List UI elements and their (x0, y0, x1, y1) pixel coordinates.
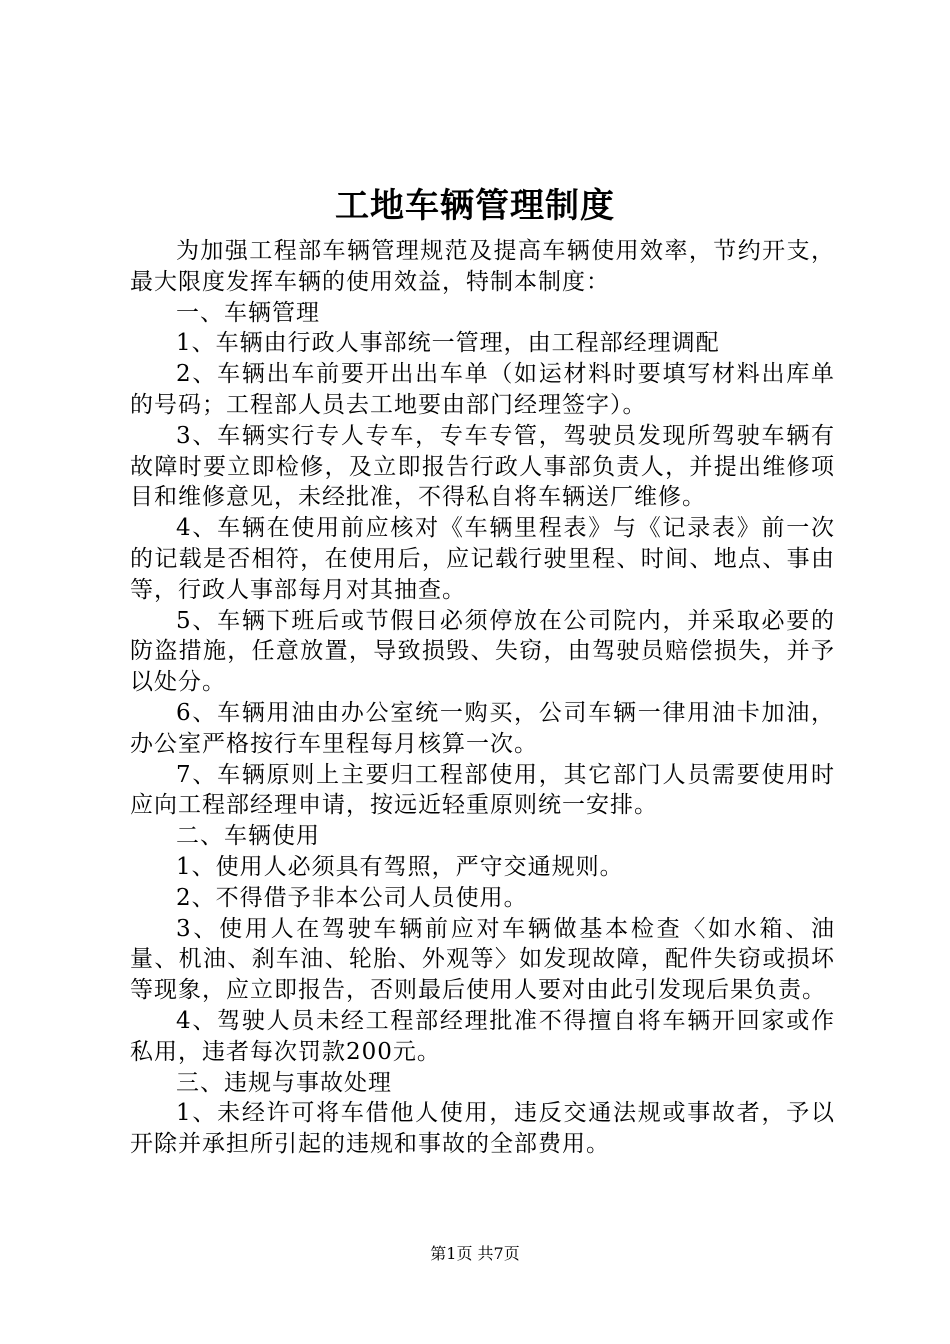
document-title: 工地车辆管理制度 (335, 186, 615, 226)
document-body (130, 236, 835, 1160)
intro-paragraph: 为加强工程部车辆管理规范及提高车辆使用效率，节约开支，最大限度发挥车辆的使用效益，特制本制度： (130, 238, 835, 295)
clause-paragraph: 7、车辆原则上主要归工程部使用，其它部门人员需要使用时应向工程部经理申请，按远近轻重原则统一安排。 (130, 761, 835, 819)
section-heading-violations: 三、违规与事故处理 (176, 1069, 392, 1096)
clause-paragraph: 3、使用人在驾驶车辆前应对车辆做基本检查〈如水箱、油量、机油、刹车油、轮胎、外观等〉如发现故障，配件失窃或损坏等现象，应立即报告，否则最后使用人要对由此引发现后果负责。 (130, 915, 835, 1004)
clause-paragraph: 4、车辆在使用前应核对《车辆里程表》与《记录表》前一次的记载是否相符，在使用后，应记载行驶里程、时间、地点、事由等，行政人事部每月对其抽查。 (130, 515, 835, 603)
clause-paragraph: 3、车辆实行专人专车，专车专管，驾驶员发现所驾驶车辆有故障时要立即检修，及立即报告行政人事部负责人，并提出维修项目和维修意见，未经批准，不得私自将车辆送厂维修。 (130, 422, 835, 511)
clause-paragraph: 4、驾驶人员未经工程部经理批准不得擅自将车辆开回家或作私用，违者每次罚款200元。 (130, 1007, 835, 1065)
clause-paragraph: 5、车辆下班后或节假日必须停放在公司院内，并采取必要的防盗措施，任意放置，导致损毁、失窃，由驾驶员赔偿损失，并予以处分。 (130, 607, 835, 696)
clause-paragraph: 2、车辆出车前要开出出车单（如运材料时要填写材料出库单的号码；工程部人员去工地要由部门经理签字）。 (130, 361, 835, 418)
clause-paragraph: 1、车辆由行政人事部统一管理，由工程部经理调配 (176, 330, 720, 357)
clause-paragraph: 2、不得借予非本公司人员使用。 (176, 884, 528, 911)
clause-paragraph: 1、未经许可将车借他人使用，违反交通法规或事故者，予以开除并承担所引起的违规和事故的全部费用。 (130, 1100, 835, 1158)
section-heading-vehicle-use: 二、车辆使用 (176, 823, 320, 850)
page-footer: 第1页 共7页 (430, 1244, 520, 1263)
section-heading-vehicle-management: 一、车辆管理 (176, 299, 320, 326)
clause-paragraph: 1、使用人必须具有驾照，严守交通规则。 (176, 853, 624, 880)
clause-paragraph: 6、车辆用油由办公室统一购买，公司车辆一律用油卡加油，办公室严格按行车里程每月核算一次。 (130, 699, 835, 757)
